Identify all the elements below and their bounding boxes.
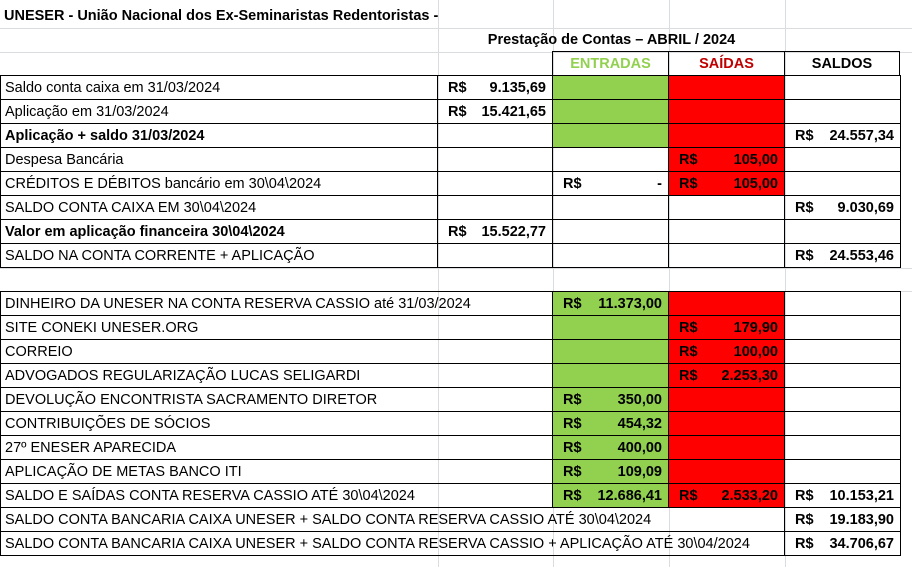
entrada-cell: [552, 219, 669, 244]
currency-symbol: R$: [795, 511, 814, 528]
entrada-cell: [552, 123, 669, 148]
saida-cell: [668, 315, 785, 340]
row-label: [0, 483, 553, 508]
row-label: [0, 411, 553, 436]
amount-value: 105,00: [733, 175, 778, 192]
saida-cell: [668, 291, 785, 316]
row-label-text: ADVOGADOS REGULARIZAÇÃO LUCAS SELIGARDI: [5, 367, 361, 384]
row-label: [0, 363, 553, 388]
row-label: [0, 123, 438, 148]
header-saidas-text: SAÍDAS: [699, 55, 754, 72]
row-label-text: Valor em aplicação financeira 30\04\2024: [5, 223, 285, 240]
saldo-cell: [784, 75, 901, 100]
saldo-cell: [784, 147, 901, 172]
valor-cell: [437, 99, 553, 124]
currency-symbol: R$: [679, 175, 698, 192]
saldo-cell: [784, 315, 901, 340]
header-saldos-text: SALDOS: [811, 55, 873, 72]
entrada-cell: [552, 147, 669, 172]
amount-value: 350,00: [617, 391, 662, 408]
row-label-text: Despesa Bancária: [5, 151, 124, 168]
saida-cell: [668, 435, 785, 460]
row-label-text: SALDO CONTA BANCARIA CAIXA UNESER + SALDO CONTA RESERVA CASSIO ATÉ 30\04\2024: [5, 511, 652, 528]
currency-symbol: R$: [679, 343, 698, 360]
currency-symbol: R$: [563, 463, 582, 480]
amount-value: 15.522,77: [481, 223, 546, 240]
saldo-cell: [784, 363, 901, 388]
saida-cell: [668, 339, 785, 364]
entrada-cell: [552, 411, 669, 436]
saida-cell: [668, 99, 785, 124]
amount-value: 400,00: [617, 439, 662, 456]
amount-value: 34.706,67: [829, 535, 894, 552]
row-label: [0, 75, 438, 100]
currency-symbol: R$: [795, 487, 814, 504]
saldo-cell: [784, 171, 901, 196]
row-label-text: Aplicação + saldo 31/03/2024: [5, 127, 205, 144]
saldo-cell: [784, 291, 901, 316]
row-label-text: Aplicação em 31/03/2024: [5, 103, 169, 120]
row-label: [0, 171, 438, 196]
amount-value: 2.253,30: [721, 367, 778, 384]
currency-symbol: R$: [448, 103, 467, 120]
currency-symbol: R$: [563, 439, 582, 456]
row-label-text: SALDO NA CONTA CORRENTE + APLICAÇÃO: [5, 247, 315, 264]
entrada-cell: [552, 243, 669, 268]
row-label: [0, 507, 785, 532]
entrada-cell: [552, 363, 669, 388]
row-label-text: DINHEIRO DA UNESER NA CONTA RESERVA CASSIO até 31/03/2024: [5, 295, 471, 312]
header-saidas: [668, 51, 785, 76]
amount-value: 12.686,41: [597, 487, 662, 504]
row-label-text: DEVOLUÇÃO ENCONTRISTA SACRAMENTO DIRETOR: [5, 391, 378, 408]
amount-value: 24.553,46: [829, 247, 894, 264]
sheet-title-text: UNESER - União Nacional dos Ex-Seminaristas Redentoristas -: [4, 8, 439, 24]
saldo-cell: [784, 531, 901, 556]
header-saldos: [784, 51, 900, 76]
row-label: [0, 435, 553, 460]
row-label: [0, 195, 438, 220]
amount-value: 9.030,69: [837, 199, 894, 216]
entrada-cell: [552, 315, 669, 340]
currency-symbol: R$: [563, 415, 582, 432]
entrada-cell: [552, 435, 669, 460]
entrada-cell: [552, 483, 669, 508]
row-label-text: CONTRIBUIÇÕES DE SÓCIOS: [5, 415, 211, 432]
saldo-cell: [784, 123, 901, 148]
amount-value: 24.557,34: [829, 127, 894, 144]
currency-symbol: R$: [795, 247, 814, 264]
amount-value: 454,32: [617, 415, 662, 432]
valor-cell: [437, 171, 553, 196]
row-label: [0, 219, 438, 244]
saida-cell: [668, 147, 785, 172]
row-label: [0, 339, 553, 364]
currency-symbol: R$: [795, 127, 814, 144]
row-label-text: SALDO CONTA BANCARIA CAIXA UNESER + SALDO CONTA RESERVA CASSIO + APLICAÇÃO ATÉ 30\04/2024: [5, 535, 750, 552]
currency-symbol: R$: [563, 487, 582, 504]
amount-value: 15.421,65: [481, 103, 546, 120]
saida-cell: [668, 219, 785, 244]
report-title-text: Prestação de Contas – ABRIL / 2024: [487, 32, 736, 48]
currency-symbol: R$: [795, 199, 814, 216]
amount-value: -: [657, 175, 662, 192]
valor-cell: [437, 75, 553, 100]
entrada-cell: [552, 291, 669, 316]
valor-cell: [437, 219, 553, 244]
amount-value: 9.135,69: [489, 79, 546, 96]
saida-cell: [668, 195, 785, 220]
saida-cell: [668, 363, 785, 388]
amount-value: 19.183,90: [829, 511, 894, 528]
row-label: [0, 243, 438, 268]
entrada-cell: [552, 387, 669, 412]
valor-cell: [437, 195, 553, 220]
row-label: [0, 99, 438, 124]
row-label-text: CRÉDITOS E DÉBITOS bancário em 30\04\2024: [5, 175, 322, 192]
saida-cell: [668, 387, 785, 412]
valor-cell: [437, 243, 553, 268]
saldo-cell: [784, 243, 901, 268]
currency-symbol: R$: [448, 223, 467, 240]
row-label: [0, 387, 553, 412]
saida-cell: [668, 123, 785, 148]
row-label-text: 27º ENESER APARECIDA: [5, 439, 177, 456]
row-label-text: CORREIO: [5, 343, 73, 360]
header-entradas: [552, 51, 669, 76]
saldo-cell: [784, 411, 901, 436]
saldo-cell: [784, 219, 901, 244]
report-title: [438, 28, 785, 52]
currency-symbol: R$: [679, 487, 698, 504]
row-label-text: APLICAÇÃO DE METAS BANCO ITI: [5, 463, 242, 480]
row-label-text: SALDO E SAÍDAS CONTA RESERVA CASSIO ATÉ 30\04\2024: [5, 487, 415, 504]
saldo-cell: [784, 339, 901, 364]
saldo-cell: [784, 507, 901, 532]
valor-cell: [437, 123, 553, 148]
entrada-cell: [552, 171, 669, 196]
entrada-cell: [552, 459, 669, 484]
saida-cell: [668, 459, 785, 484]
currency-symbol: R$: [448, 79, 467, 96]
saida-cell: [668, 171, 785, 196]
currency-symbol: R$: [679, 319, 698, 336]
amount-value: 179,90: [733, 319, 778, 336]
row-label: [0, 459, 553, 484]
header-entradas-text: ENTRADAS: [570, 55, 651, 72]
gridline: [0, 268, 912, 269]
saldo-cell: [784, 99, 901, 124]
saida-cell: [668, 75, 785, 100]
saldo-cell: [784, 195, 901, 220]
row-label: [0, 291, 553, 316]
sheet-title: [0, 4, 600, 28]
row-label: [0, 315, 553, 340]
entrada-cell: [552, 195, 669, 220]
row-label: [0, 147, 438, 172]
currency-symbol: R$: [679, 367, 698, 384]
saida-cell: [668, 483, 785, 508]
entrada-cell: [552, 99, 669, 124]
currency-symbol: R$: [563, 175, 582, 192]
amount-value: 100,00: [733, 343, 778, 360]
row-label-text: SALDO CONTA CAIXA EM 30\04\2024: [5, 199, 257, 216]
saldo-cell: [784, 387, 901, 412]
amount-value: 109,09: [617, 463, 662, 480]
saldo-cell: [784, 435, 901, 460]
saida-cell: [668, 411, 785, 436]
row-label: [0, 531, 785, 556]
amount-value: 105,00: [733, 151, 778, 168]
currency-symbol: R$: [679, 151, 698, 168]
entrada-cell: [552, 75, 669, 100]
saldo-cell: [784, 483, 901, 508]
amount-value: 10.153,21: [829, 487, 894, 504]
saida-cell: [668, 243, 785, 268]
entrada-cell: [552, 339, 669, 364]
amount-value: 2.533,20: [721, 487, 778, 504]
currency-symbol: R$: [795, 535, 814, 552]
currency-symbol: R$: [563, 295, 582, 312]
currency-symbol: R$: [563, 391, 582, 408]
valor-cell: [437, 147, 553, 172]
saldo-cell: [784, 459, 901, 484]
row-label-text: SITE CONEKI UNESER.ORG: [5, 319, 199, 336]
amount-value: 11.373,00: [598, 295, 662, 312]
row-label-text: Saldo conta caixa em 31/03/2024: [5, 79, 221, 96]
